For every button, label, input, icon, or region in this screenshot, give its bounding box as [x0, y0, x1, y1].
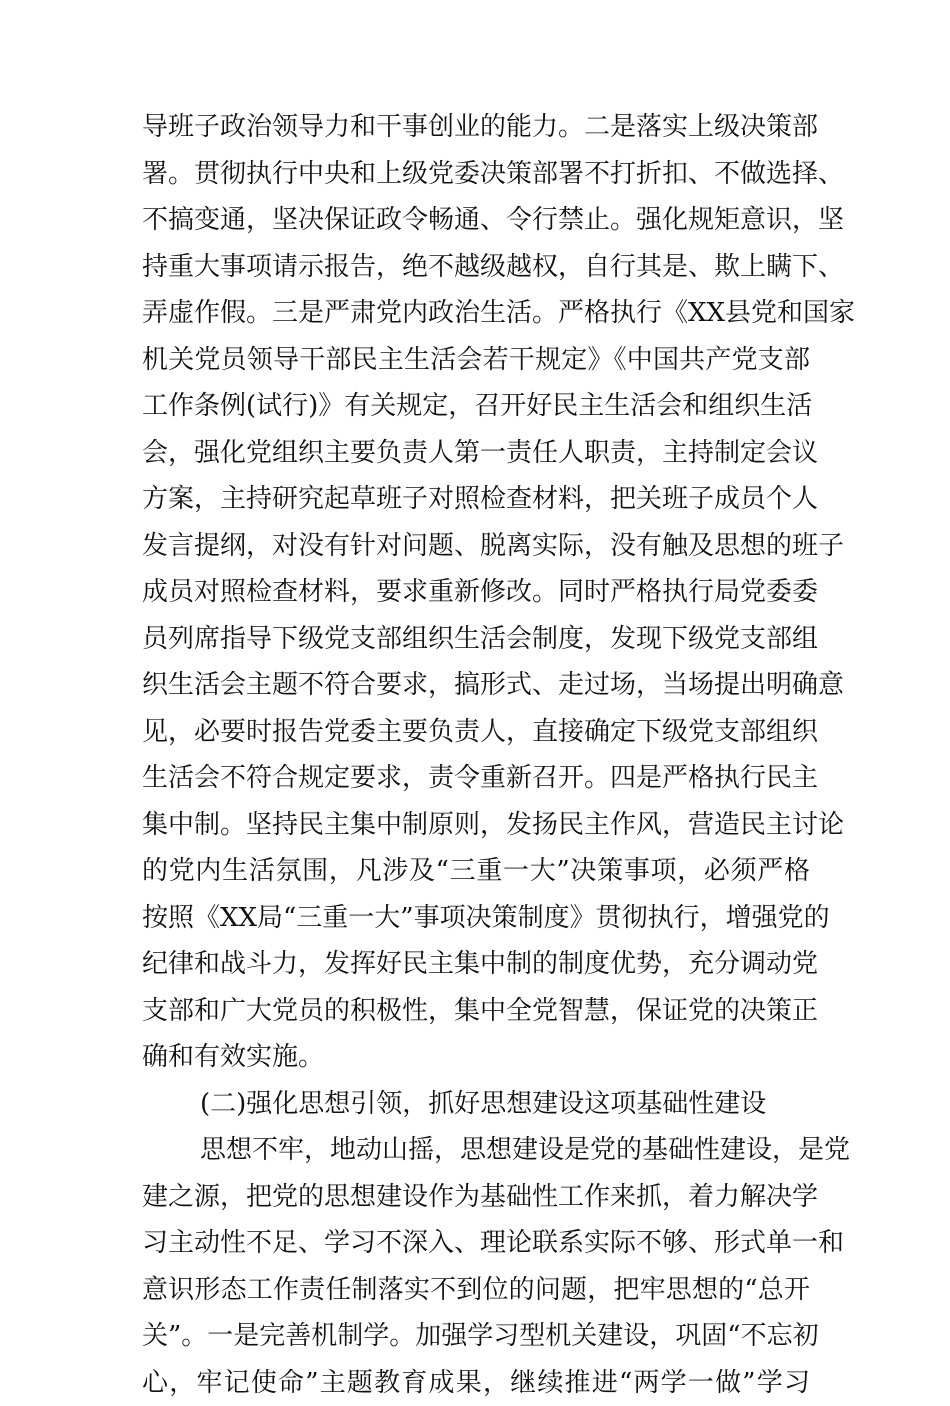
- text-line: 工作条例(试行)》有关规定，召开好民主生活会和组织生活: [142, 383, 810, 430]
- document-body: [142, 104, 810, 1406]
- text-line: 员列席指导下级党支部组织生活会制度，发现下级党支部组: [142, 616, 810, 663]
- text-line: 署。贯彻执行中央和上级党委决策部署不打折扣、不做选择、: [142, 151, 810, 198]
- paragraph-1: [142, 104, 810, 1081]
- text-line: 关”。一是完善机制学。加强学习型机关建设，巩固“不忘初: [142, 1313, 810, 1360]
- text-line: 集中制。坚持民主集中制原则，发扬民主作风，营造民主讨论: [142, 802, 810, 849]
- text-line: 机关党员领导干部民主生活会若干规定》《中国共产党支部: [142, 337, 810, 384]
- text-line: 确和有效实施。: [142, 1034, 810, 1081]
- section-heading: (二)强化思想引领，抓好思想建设这项基础性建设: [142, 1081, 810, 1128]
- paragraph-2: [142, 1127, 810, 1406]
- text-line: 支部和广大党员的积极性，集中全党智慧，保证党的决策正: [142, 988, 810, 1035]
- text-line: 心，牢记使命”主题教育成果，继续推进“两学一做”学习: [142, 1360, 810, 1406]
- text-line: 导班子政治领导力和干事创业的能力。二是落实上级决策部: [142, 104, 810, 151]
- text-line: 持重大事项请示报告，绝不越级越权，自行其是、欺上瞒下、: [142, 244, 810, 291]
- text-line: 织生活会主题不符合要求，搞形式、走过场，当场提出明确意: [142, 662, 810, 709]
- text-line: 生活会不符合规定要求，责令重新召开。四是严格执行民主: [142, 755, 810, 802]
- text-line: 意识形态工作责任制落实不到位的问题，把牢思想的“总开: [142, 1267, 810, 1314]
- text-line: 思想不牢，地动山摇，思想建设是党的基础性建设，是党: [142, 1127, 810, 1174]
- text-line: 建之源，把党的思想建设作为基础性工作来抓，着力解决学: [142, 1174, 810, 1221]
- text-line: 的党内生活氛围，凡涉及“三重一大”决策事项，必须严格: [142, 848, 810, 895]
- text-line: 习主动性不足、学习不深入、理论联系实际不够、形式单一和: [142, 1220, 810, 1267]
- text-line: 不搞变通，坚决保证政令畅通、令行禁止。强化规矩意识，坚: [142, 197, 810, 244]
- text-line: 按照《XX局“三重一大”事项决策制度》贯彻执行，增强党的: [142, 895, 810, 942]
- text-line: 会，强化党组织主要负责人第一责任人职责，主持制定会议: [142, 430, 810, 477]
- text-line: 成员对照检查材料，要求重新修改。同时严格执行局党委委: [142, 569, 810, 616]
- text-line: 纪律和战斗力，发挥好民主集中制的制度优势，充分调动党: [142, 941, 810, 988]
- text-line: 弄虚作假。三是严肃党内政治生活。严格执行《XX县党和国家: [142, 290, 810, 337]
- text-line: 发言提纲，对没有针对问题、脱离实际，没有触及思想的班子: [142, 523, 810, 570]
- text-line: 见，必要时报告党委主要负责人，直接确定下级党支部组织: [142, 709, 810, 756]
- text-line: 方案，主持研究起草班子对照检查材料，把关班子成员个人: [142, 476, 810, 523]
